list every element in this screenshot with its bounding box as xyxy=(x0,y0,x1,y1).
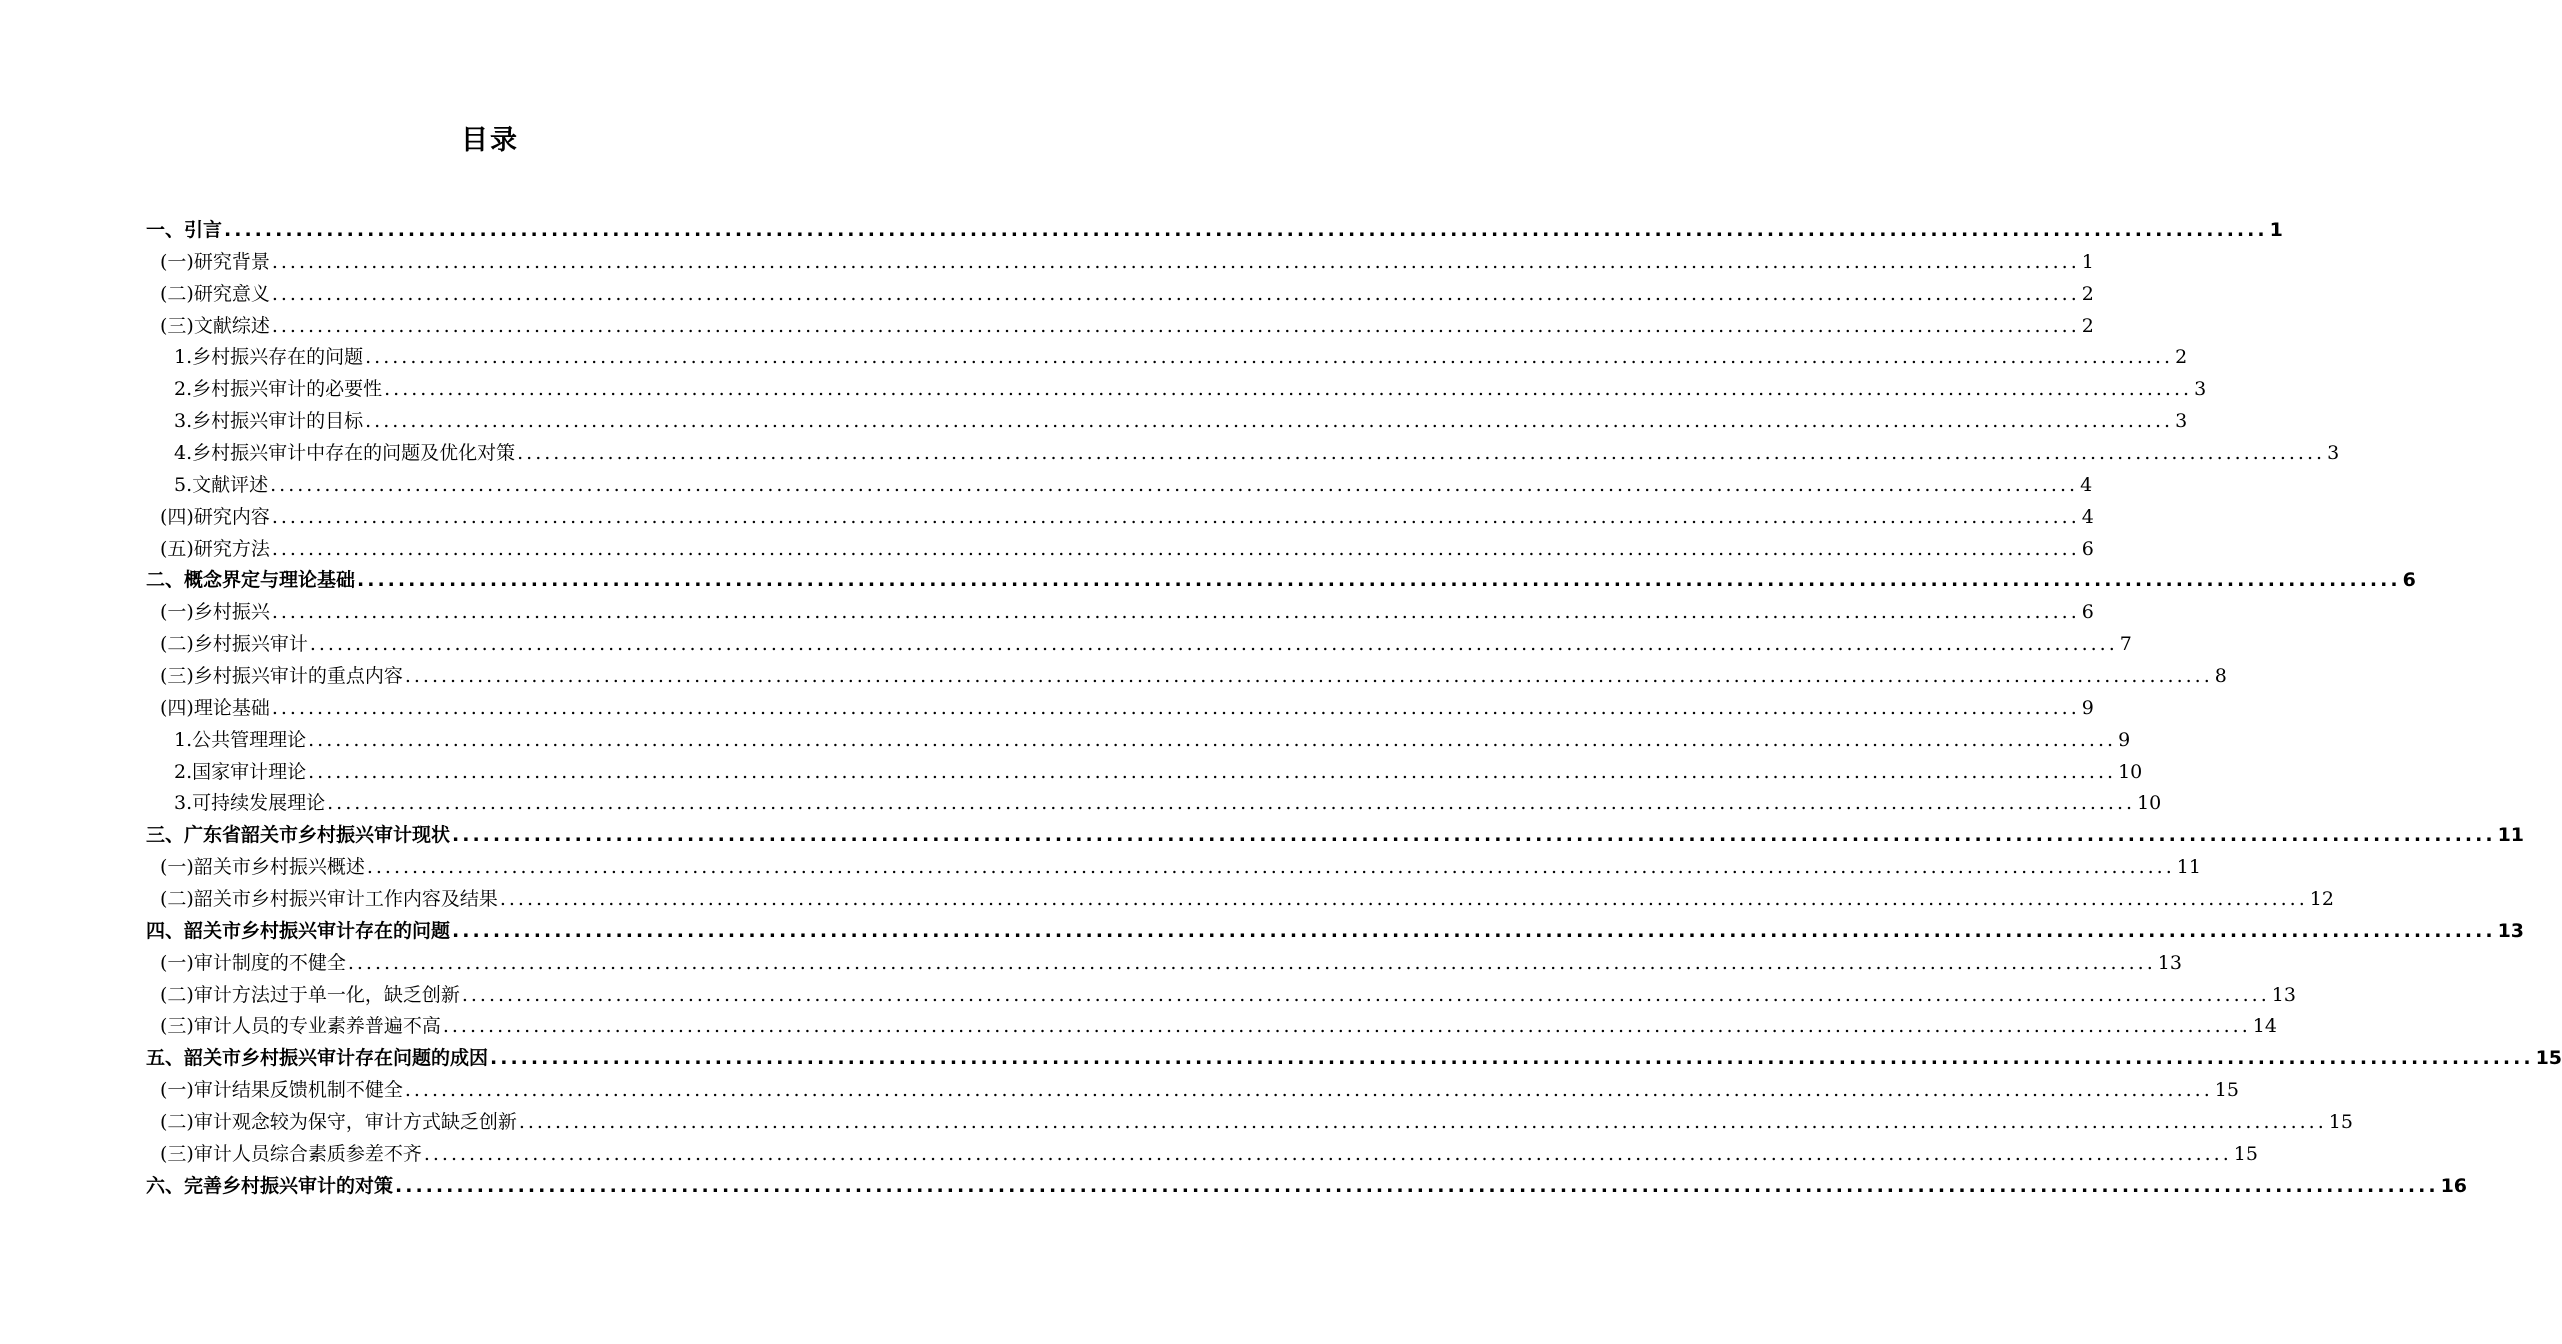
toc-entry-label: 六、完善乡村振兴审计的对策 xyxy=(146,1174,394,1197)
dot-leader: ........................................................................................................................................................................................................ xyxy=(309,633,2118,656)
toc-entry-page-number: 6 xyxy=(2402,569,2416,592)
dot-leader: ........................................................................................................................................................................................................ xyxy=(271,250,2080,273)
dot-leader: ........................................................................................................................................................................................................ xyxy=(357,569,2401,592)
toc-entry-page-number: 3 xyxy=(2327,442,2340,465)
toc-entry[interactable] xyxy=(146,725,2131,757)
dot-leader: ........................................................................................................................................................................................................ xyxy=(452,919,2496,942)
toc-entry-label: (二)审计方法过于单一化，缺乏创新 xyxy=(160,983,460,1006)
toc-entry-page-number: 9 xyxy=(2081,696,2094,719)
toc-entry-page-number: 12 xyxy=(2309,888,2334,911)
toc-entry-page-number: 15 xyxy=(2214,1079,2239,1102)
toc-entry[interactable] xyxy=(146,788,2162,820)
toc-entry-label: (一)韶关市乡村振兴概述 xyxy=(160,856,365,879)
toc-entry[interactable] xyxy=(146,820,2525,852)
toc-entry-page-number: 10 xyxy=(2137,792,2162,815)
toc-entry-label: 1.公共管理理论 xyxy=(174,728,307,751)
dot-leader: ........................................................................................................................................................................................................ xyxy=(365,346,2174,369)
dot-leader: ........................................................................................................................................................................................................ xyxy=(461,983,2270,1006)
dot-leader: ........................................................................................................................................................................................................ xyxy=(347,951,2156,974)
table-of-contents xyxy=(146,215,2562,1203)
toc-entry-label: 四、韶关市乡村振兴审计存在的问题 xyxy=(146,919,451,942)
dot-leader: ........................................................................................................................................................................................................ xyxy=(271,282,2080,305)
toc-entry-label: 一、引言 xyxy=(146,219,223,241)
toc-entry-page-number: 8 xyxy=(2214,665,2227,688)
toc-entry[interactable] xyxy=(146,215,2283,247)
toc-entry[interactable] xyxy=(146,1043,2562,1075)
toc-entry-page-number: 9 xyxy=(2118,728,2131,751)
dot-leader: ........................................................................................................................................................................................................ xyxy=(384,378,2193,401)
toc-entry-label: (二)研究意义 xyxy=(160,282,270,305)
toc-entry-page-number: 7 xyxy=(2119,633,2132,656)
toc-entry[interactable] xyxy=(146,374,2207,406)
toc-entry-label: 3.可持续发展理论 xyxy=(174,792,326,815)
toc-entry-label: 二、概念界定与理论基础 xyxy=(146,569,356,592)
toc-entry[interactable] xyxy=(146,438,2340,470)
dot-leader: ........................................................................................................................................................................................................ xyxy=(271,601,2080,624)
dot-leader: ........................................................................................................................................................................................................ xyxy=(365,410,2174,433)
toc-entry-page-number: 3 xyxy=(2194,378,2207,401)
toc-entry-label: (一)研究背景 xyxy=(160,250,270,273)
toc-entry[interactable] xyxy=(146,311,2094,343)
toc-entry-label: (三)审计人员的专业素养普遍不高 xyxy=(160,1015,441,1038)
toc-entry[interactable] xyxy=(146,1011,2277,1043)
toc-entry-page-number: 6 xyxy=(2081,537,2094,560)
dot-leader: ........................................................................................................................................................................................................ xyxy=(366,856,2175,879)
toc-entry-page-number: 11 xyxy=(2497,824,2525,847)
toc-entry[interactable] xyxy=(146,629,2132,661)
toc-entry-label: 5.文献评述 xyxy=(174,473,269,496)
toc-entry[interactable] xyxy=(146,534,2094,566)
page-title: 目录 xyxy=(461,125,519,156)
dot-leader: ........................................................................................................................................................................................................ xyxy=(423,1142,2232,1165)
toc-entry-label: 3.乡村振兴审计的目标 xyxy=(174,410,364,433)
toc-entry[interactable] xyxy=(146,1171,2468,1203)
toc-entry-label: (一)乡村振兴 xyxy=(160,601,270,624)
toc-entry-page-number: 3 xyxy=(2175,410,2188,433)
toc-entry-page-number: 1 xyxy=(2081,250,2094,273)
dot-leader: ........................................................................................................................................................................................................ xyxy=(271,696,2080,719)
toc-entry-label: (三)审计人员综合素质参差不齐 xyxy=(160,1142,422,1165)
toc-entry-page-number: 1 xyxy=(2269,219,2283,241)
toc-entry-label: 2.乡村振兴审计的必要性 xyxy=(174,378,383,401)
toc-entry-label: (二)韶关市乡村振兴审计工作内容及结果 xyxy=(160,888,498,911)
dot-leader: ........................................................................................................................................................................................................ xyxy=(270,473,2079,496)
toc-entry-page-number: 4 xyxy=(2080,473,2093,496)
dot-leader: ........................................................................................................................................................................................................ xyxy=(271,314,2080,337)
dot-leader: ........................................................................................................................................................................................................ xyxy=(517,442,2326,465)
toc-entry-label: 2.国家审计理论 xyxy=(174,760,307,783)
toc-entry-page-number: 4 xyxy=(2081,505,2094,528)
toc-entry[interactable] xyxy=(146,470,2093,502)
toc-entry-page-number: 2 xyxy=(2175,346,2188,369)
toc-entry[interactable] xyxy=(146,980,2296,1012)
toc-entry-page-number: 15 xyxy=(2233,1142,2258,1165)
toc-entry[interactable] xyxy=(146,597,2094,629)
toc-entry-label: (三)文献综述 xyxy=(160,314,270,337)
toc-entry-label: (一)审计制度的不健全 xyxy=(160,951,346,974)
toc-entry[interactable] xyxy=(146,948,2182,980)
toc-entry-label: (二)审计观念较为保守，审计方式缺乏创新 xyxy=(160,1111,517,1134)
toc-entry[interactable] xyxy=(146,279,2094,311)
dot-leader: ........................................................................................................................................................................................................ xyxy=(327,792,2136,815)
toc-entry[interactable] xyxy=(146,342,2188,374)
dot-leader: ........................................................................................................................................................................................................ xyxy=(308,760,2117,783)
toc-entry-label: (四)研究内容 xyxy=(160,505,270,528)
toc-entry[interactable] xyxy=(146,661,2227,693)
toc-entry-label: 4.乡村振兴审计中存在的问题及优化对策 xyxy=(174,442,516,465)
toc-entry[interactable] xyxy=(146,406,2188,438)
dot-leader: ........................................................................................................................................................................................................ xyxy=(404,665,2213,688)
dot-leader: ........................................................................................................................................................................................................ xyxy=(395,1174,2439,1197)
toc-entry-label: 1.乡村振兴存在的问题 xyxy=(174,346,364,369)
toc-entry[interactable] xyxy=(146,1139,2258,1171)
toc-entry-page-number: 15 xyxy=(2328,1111,2353,1134)
toc-entry[interactable] xyxy=(146,1107,2353,1139)
dot-leader: ........................................................................................................................................................................................................ xyxy=(224,219,2268,241)
dot-leader: ........................................................................................................................................................................................................ xyxy=(404,1079,2213,1102)
toc-entry[interactable] xyxy=(146,757,2143,789)
toc-entry-page-number: 15 xyxy=(2535,1047,2562,1070)
toc-entry-page-number: 14 xyxy=(2252,1015,2277,1038)
toc-entry-label: (二)乡村振兴审计 xyxy=(160,633,308,656)
toc-entry-page-number: 6 xyxy=(2081,601,2094,624)
dot-leader: ........................................................................................................................................................................................................ xyxy=(271,505,2080,528)
dot-leader: ........................................................................................................................................................................................................ xyxy=(452,824,2496,847)
toc-entry-label: (四)理论基础 xyxy=(160,696,270,719)
toc-entry-label: (一)审计结果反馈机制不健全 xyxy=(160,1079,403,1102)
dot-leader: ........................................................................................................................................................................................................ xyxy=(499,888,2308,911)
toc-entry-page-number: 11 xyxy=(2176,856,2201,879)
toc-entry[interactable] xyxy=(146,693,2094,725)
toc-entry-page-number: 10 xyxy=(2118,760,2143,783)
toc-entry-page-number: 13 xyxy=(2271,983,2296,1006)
toc-entry-page-number: 2 xyxy=(2081,282,2094,305)
toc-entry[interactable] xyxy=(146,884,2334,916)
toc-entry-label: 三、广东省韶关市乡村振兴审计现状 xyxy=(146,824,451,847)
toc-entry[interactable] xyxy=(146,502,2094,534)
toc-entry-label: (五)研究方法 xyxy=(160,537,270,560)
dot-leader: ........................................................................................................................................................................................................ xyxy=(518,1111,2327,1134)
toc-entry-page-number: 13 xyxy=(2497,919,2525,942)
toc-entry-page-number: 13 xyxy=(2157,951,2182,974)
toc-entry[interactable] xyxy=(146,852,2201,884)
toc-entry-label: (三)乡村振兴审计的重点内容 xyxy=(160,665,403,688)
dot-leader: ........................................................................................................................................................................................................ xyxy=(442,1015,2251,1038)
dot-leader: ........................................................................................................................................................................................................ xyxy=(271,537,2080,560)
toc-entry[interactable] xyxy=(146,1075,2239,1107)
dot-leader: ........................................................................................................................................................................................................ xyxy=(490,1047,2534,1070)
toc-entry-label: 五、韶关市乡村振兴审计存在问题的成因 xyxy=(146,1047,489,1070)
dot-leader: ........................................................................................................................................................................................................ xyxy=(308,728,2117,751)
toc-entry-page-number: 16 xyxy=(2440,1174,2468,1197)
toc-entry[interactable] xyxy=(146,247,2094,279)
toc-entry[interactable] xyxy=(146,565,2416,597)
toc-entry-page-number: 2 xyxy=(2081,314,2094,337)
toc-entry[interactable] xyxy=(146,916,2525,948)
